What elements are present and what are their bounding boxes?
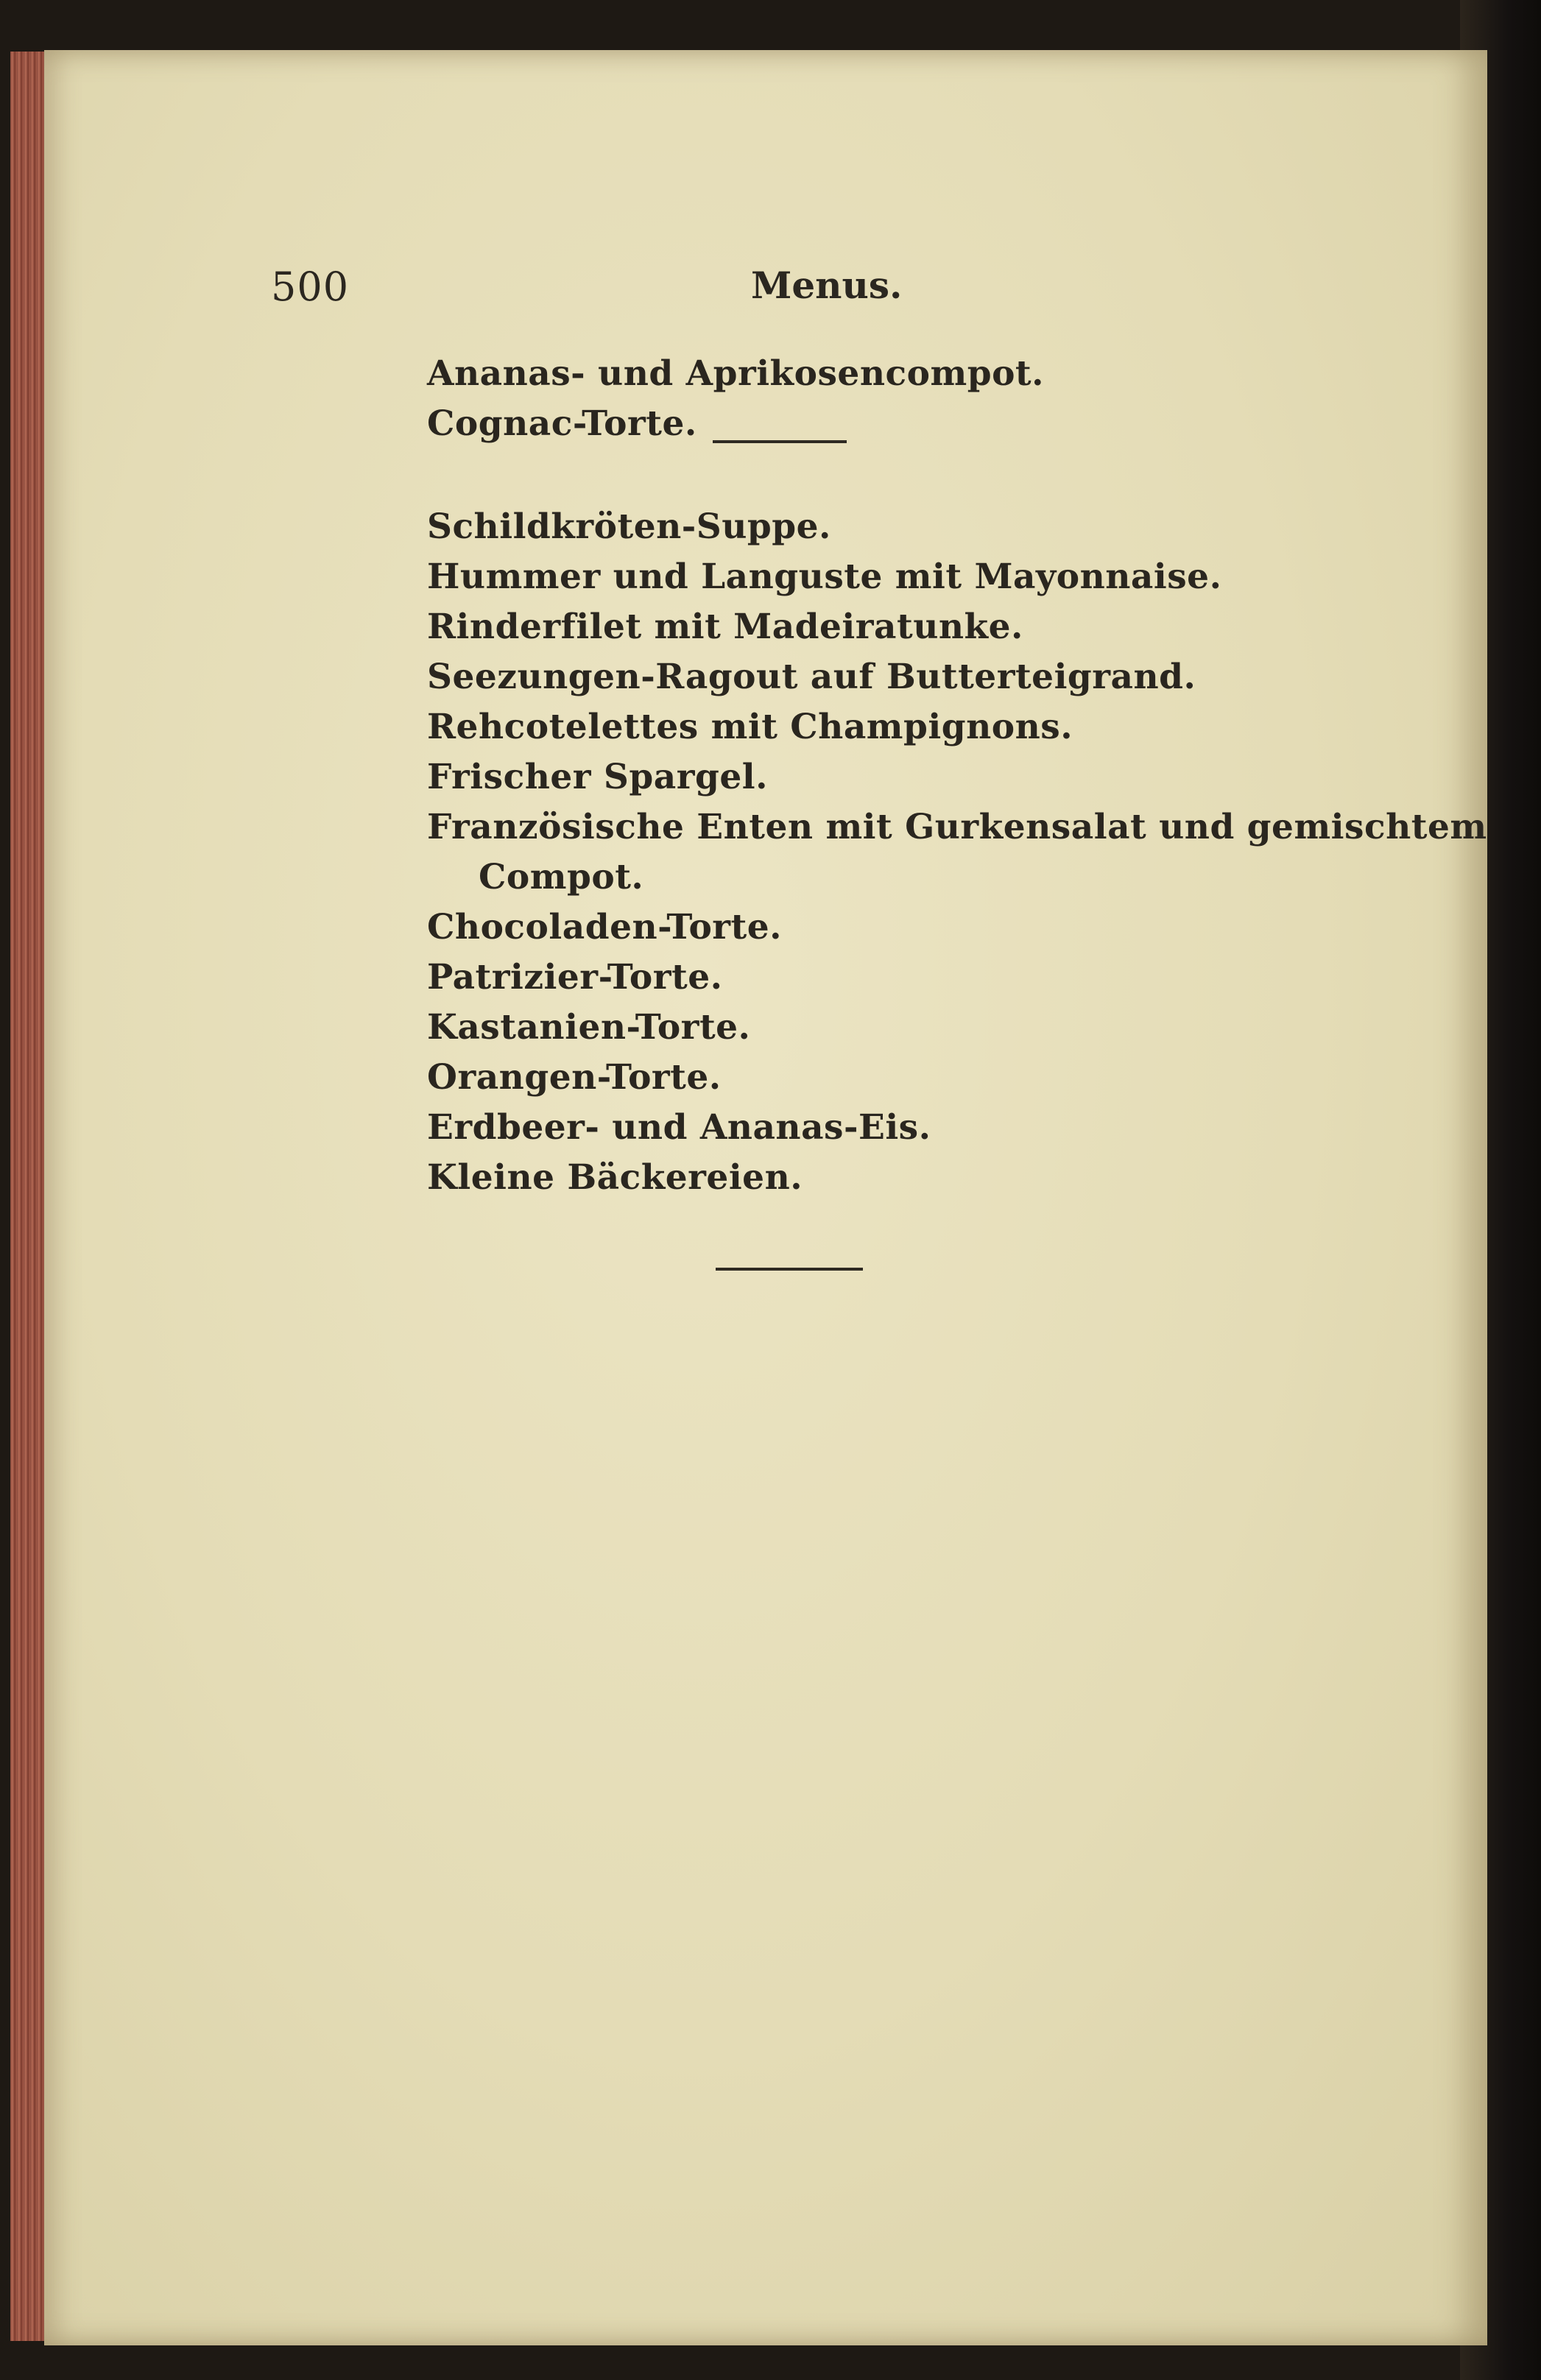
menu-item: Frischer Spargel. [427,757,768,797]
menu-item: Orangen-Torte. [427,1057,722,1098]
menu-item: Hummer und Languste mit Mayonnaise. [427,557,1222,597]
page-header [44,264,1487,322]
menu-item: Erdbeer- und Ananas-Eis. [427,1107,931,1148]
end-rule [716,1268,863,1271]
menu-item: Cognac-Torte. [427,403,697,444]
page-number: 500 [271,264,350,310]
running-head: Menus. [751,264,903,307]
menu-item: Schildkröten-Suppe. [427,506,831,547]
menu-item: Französische Enten mit Gurkensalat und gemischtem [427,807,1487,847]
menu-item: Patrizier-Torte. [427,957,723,997]
page [44,50,1487,2345]
menu-item: Chocoladen-Torte. [427,907,783,947]
menu-item: Ananas- und Aprikosencompot. [427,353,1044,394]
menu-item: Rinderfilet mit Madeiratunke. [427,607,1023,647]
separator-rule [713,440,847,443]
menu-item: Seezungen-Ragout auf Butterteigrand. [427,657,1196,697]
menu-item: Kleine Bäckereien. [427,1157,803,1198]
menu-item: Compot. [479,857,644,897]
menu-item: Rehcotelettes mit Champignons. [427,707,1073,747]
menu-item: Kastanien-Torte. [427,1007,751,1048]
